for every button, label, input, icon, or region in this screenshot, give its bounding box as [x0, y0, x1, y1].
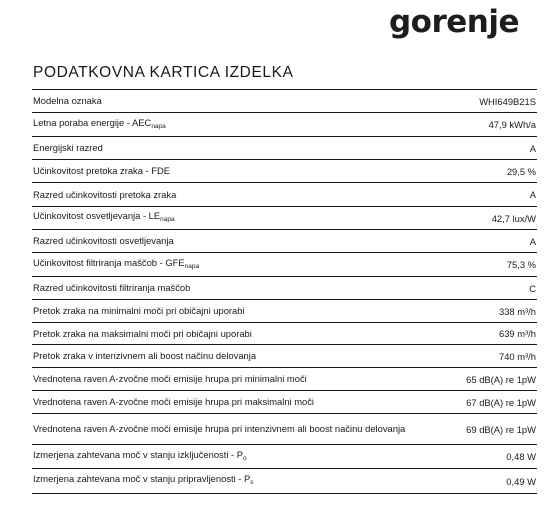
row-label: Razred učinkovitosti osvetljevanja	[33, 235, 174, 246]
table-row	[32, 277, 537, 300]
row-value: A	[529, 142, 536, 154]
table-row	[32, 207, 537, 230]
row-label: Vrednotena raven A-zvočne moči emisije hrupa pri maksimalni moči	[33, 396, 315, 407]
product-data-table	[32, 89, 537, 494]
table-row	[32, 230, 537, 253]
row-value: A	[529, 235, 536, 247]
table-row	[32, 90, 537, 113]
row-value: 42,7 lux/W	[491, 212, 536, 224]
row-value: 29,5 %	[506, 165, 536, 177]
row-label: Učinkovitost osvetljevanja - $LE_{napa}$	[33, 210, 175, 223]
row-value: WHI649B21S	[479, 95, 536, 107]
table-row	[32, 345, 537, 368]
row-label: Izmerjena zahtevana moč v stanju pripravljenosti - $P_s$	[33, 473, 254, 486]
row-label: Vrednotena raven A-zvočne moči emisije hrupa pri intenzivnem ali boost načinu delovanja	[33, 423, 406, 434]
row-value: 338 m³/h	[499, 305, 536, 317]
table-row	[32, 300, 537, 323]
row-value: 740 m³/h	[499, 350, 536, 362]
row-label: Letna poraba energije - $AEC_{napa}$	[33, 116, 166, 130]
row-label: Energijski razred	[33, 142, 103, 153]
label-subscript: s	[250, 479, 254, 486]
table-row	[32, 160, 537, 183]
row-label: Učinkovitost pretoka zraka - FDE	[33, 165, 171, 176]
label-subscript: napa	[184, 262, 200, 270]
table-row	[32, 323, 537, 345]
row-label: Razred učinkovitosti filtriranja maščob	[33, 282, 191, 293]
row-label: Pretok zraka v intenzivnem ali boost načinu delovanja	[33, 350, 257, 361]
row-value: 0,49 W	[506, 475, 536, 487]
row-label: Izmerjena zahtevana moč v stanju izključenosti - $P_o$	[33, 448, 247, 462]
row-label: Razred učinkovitosti pretoka zraka	[33, 188, 177, 200]
table-row	[32, 137, 537, 160]
label-subscript: napa	[160, 216, 175, 223]
row-label: Vrednotena raven A-zvočne moči emisije hrupa pri minimalni moči	[33, 373, 307, 384]
row-value: A	[529, 189, 536, 200]
row-value: 47,9 kWh/a	[488, 119, 536, 130]
table-row	[32, 113, 537, 137]
row-label: Pretok zraka na minimalni moči pri običajni uporabi	[33, 305, 245, 316]
label-subscript: o	[243, 454, 247, 462]
brand-logo: gorenje	[388, 4, 519, 40]
table-row	[32, 183, 537, 207]
page-title: PODATKOVNA KARTICA IZDELKA	[33, 64, 294, 81]
table-row	[32, 391, 537, 414]
row-value: 0,48 W	[506, 451, 536, 462]
table-row	[32, 253, 537, 277]
table-row	[32, 414, 537, 445]
row-value: 69 dB(A) re 1pW	[466, 423, 536, 435]
table-row	[32, 445, 537, 469]
label-subscript: napa	[151, 122, 166, 130]
table-row	[32, 368, 537, 391]
row-value: 65 dB(A) re 1pW	[466, 373, 536, 385]
row-label: Pretok zraka na maksimalni moči pri običajni uporabi	[33, 327, 252, 339]
row-label: Modelna oznaka	[33, 95, 102, 106]
table-row	[32, 469, 537, 494]
row-value: C	[529, 282, 536, 294]
row-label: Učinkovitost filtriranja maščob - $GFE_{napa}$	[33, 256, 200, 270]
row-value: 75,3 %	[506, 259, 536, 270]
row-value: 639 m³/h	[499, 328, 536, 339]
row-value: 67 dB(A) re 1pW	[466, 396, 536, 408]
